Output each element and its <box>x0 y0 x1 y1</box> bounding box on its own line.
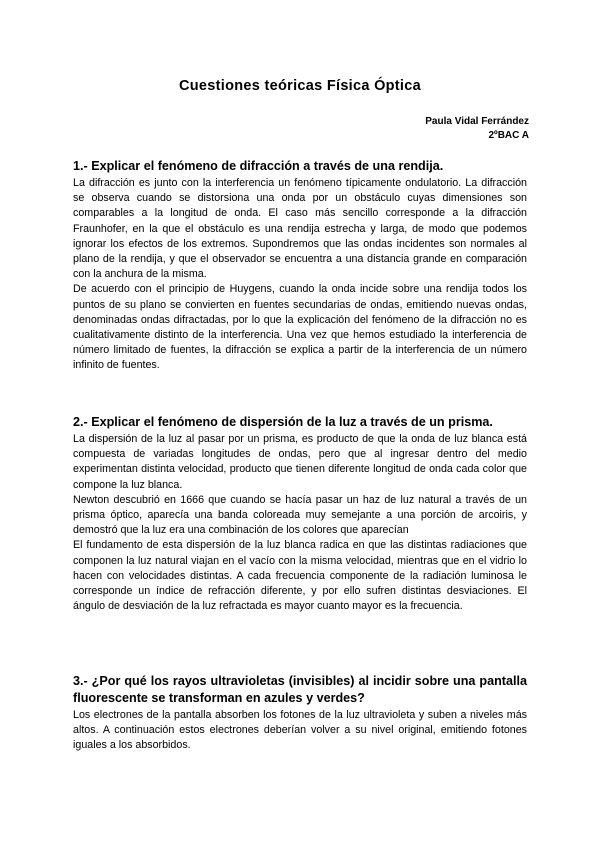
question-2-paragraph-1: La dispersión de la luz al pasar por un prisma, es producto de que la onda de luz blanca está compuesta de variadas longitudes de ondas, pero que al ingresar dentro del medio experimentan distinta velocidad, producto que tienen diferente longitud de onda cada color que compone la luz blanca. <box>73 433 527 491</box>
question-1-paragraph-2: De acuerdo con el principio de Huygens, cuando la onda incide sobre una rendija todos los puntos de su plano se convierten en fuentes secundarias de ondas, emitiendo nuevas ondas, denominadas ondas difractadas, por lo que la explicación del fenómeno de la difracción no es cualitativamente distinto de la interferencia. Una vez que hemos estudiado la interferencia de número limitado de fuentes, la difracción se explica a partir de la interferencia de un número infinito de fuentes. <box>73 283 527 372</box>
question-1-paragraph-1: La difracción es junto con la interferencia un fenómeno típicamente ondulatorio. La difracción se observa cuando se distorsiona una onda por un obstáculo cuyas dimensiones son comparables a la longitud de onda. El caso más sencillo corresponde a la difracción Fraunhofer, en la que el obstáculo es una rendija estrecha y larga, de modo que podemos ignorar los efectos de los extremos. Supondremos que las ondas incidentes son normales al plano de la rendija, y que el observador se encuentra a una distancia grande en comparación con la anchura de la misma. <box>73 177 527 281</box>
author-name: Paula Vidal Ferrández <box>425 116 529 127</box>
question-3-paragraph-1: Los electrones de la pantalla absorben los fotones de la luz ultravioleta y suben a niveles más altos. A continuación estos electrones deberían volver a su nivel original, emitiendo fotones iguales a los absorbidos. <box>73 709 527 752</box>
author-block <box>425 115 529 143</box>
question-3-heading: 3.- ¿Por qué los rayos ultravioletas (invisibles) al incidir sobre una pantalla fluorescente se transforman en azules y verdes? <box>73 674 527 705</box>
question-2-heading: 2.- Explicar el fenómeno de dispersión de la luz a través de un prisma. <box>73 415 493 429</box>
question-2 <box>73 414 527 614</box>
question-1 <box>73 158 527 374</box>
question-1-heading: 1.- Explicar el fenómeno de difracción a través de una rendija. <box>73 159 444 173</box>
author-group: 2ºBAC A <box>488 130 529 141</box>
page-title: Cuestiones teóricas Física Óptica <box>179 78 421 94</box>
question-2-paragraph-3: El fundamento de esta dispersión de la luz blanca radica en que las distintas radiaciones que componen la luz natural viajan en el vacío con la misma velocidad, mientras que en el vidrio lo hacen con velocidades distintas. A cada frecuencia componente de la radiación luminosa le corresponde un índice de refracción diferente, y por ello sufren distintas desviaciones. El ángulo de desviación de la luz refractada es mayor cuanto mayor es la frecuencia. <box>73 539 527 613</box>
question-2-paragraph-2: Newton descubrió en 1666 que cuando se hacía pasar un haz de luz natural a través de un prisma óptico, aparecía una banda coloreada muy semejante a una porción de arcoiris, y demostró que la luz era una combinación de los colores que aparecían <box>73 493 527 537</box>
question-3 <box>73 673 527 754</box>
